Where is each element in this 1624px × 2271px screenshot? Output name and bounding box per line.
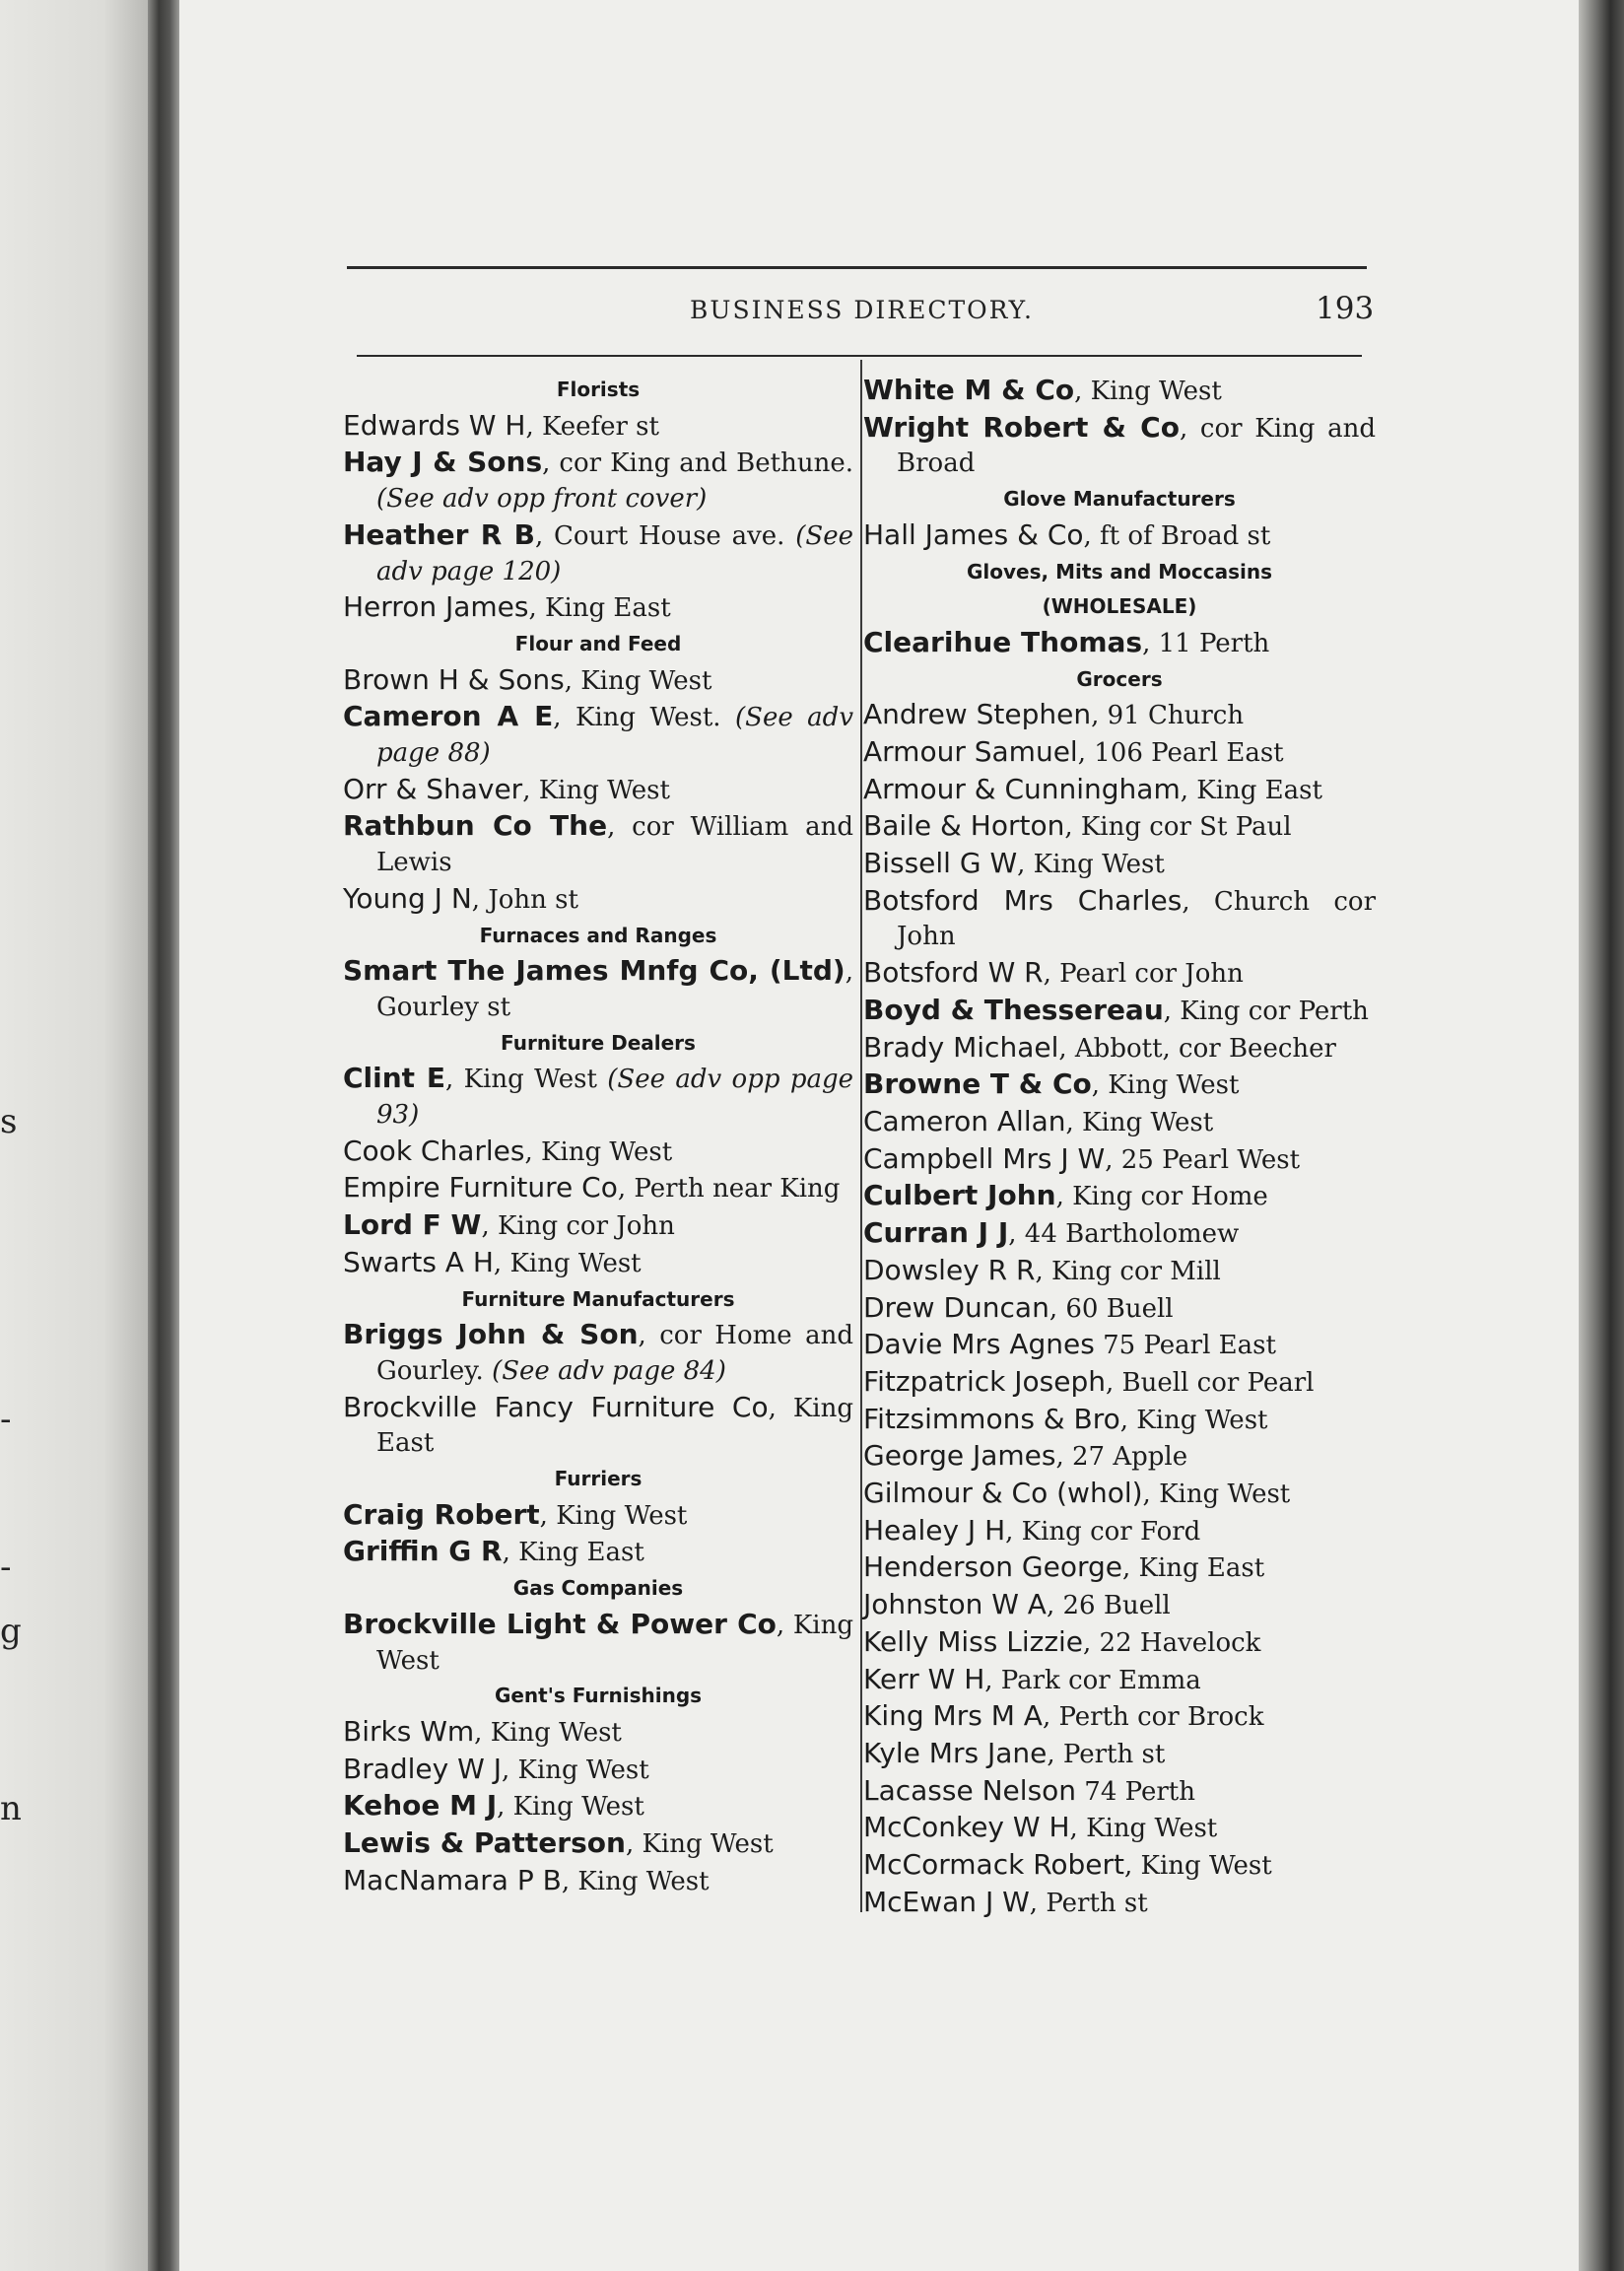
business-name: Campbell Mrs J W [863,1141,1106,1175]
section-heading-gloves-mits-and-moccasins: Gloves, Mits and Moccasins [966,559,1273,584]
business-address: , 44 Bartholomew [1008,1219,1240,1250]
directory-entry [863,955,1376,993]
directory-entry [863,1253,1376,1290]
business-name: Andrew Stephen [863,698,1092,731]
section-heading-furriers: Furriers [554,1467,643,1491]
business-name: Orr & Shaver [343,772,523,805]
directory-entry [863,772,1376,809]
directory-entry [863,993,1376,1030]
business-address: , 25 Pearl West [1105,1144,1301,1175]
business-address: , Abbott, cor Beecher [1058,1033,1336,1064]
business-name: Griffin G R [343,1535,503,1568]
business-name: Wright Robert & Co [863,410,1180,444]
business-name: Rathbun Co The [343,809,608,843]
business-name: Kehoe M J [343,1789,498,1823]
business-name: Swarts A H [343,1245,494,1278]
margin-mark: s [0,1102,18,1141]
running-head: BUSINESS DIRECTORY. [690,296,1034,324]
business-name: Smart The James Mnfg Co, (Ltd) [343,954,846,988]
business-name: Fitzsimmons & Bro [863,1402,1120,1435]
directory-entry [863,1885,1376,1922]
directory-entry [863,410,1376,482]
business-address: , King West [1069,1814,1218,1844]
business-address: , King West [497,1792,644,1823]
business-address: , King East [528,593,671,624]
business-name: Brockville Fancy Furniture Co [343,1390,769,1423]
directory-entry [343,662,853,700]
business-name: MacNamara P B [343,1863,562,1896]
business-address: , Pearl cor John [1043,959,1244,990]
directory-entry [343,517,853,589]
business-address: , Park cor Emma [984,1665,1201,1695]
header-rule-bottom [357,355,1362,357]
business-name: Cook Charles [343,1134,525,1167]
business-name: White M & Co [863,374,1075,406]
directory-entry [343,1788,853,1825]
business-address: , King cor Perth [1163,996,1369,1026]
directory-entry [863,1847,1376,1885]
business-name: King Mrs M A [863,1699,1043,1733]
directory-entry [343,1825,853,1863]
business-address: , Perth cor Brock [1042,1702,1264,1733]
business-name: Culbert John [863,1179,1056,1212]
directory-entry [863,1773,1376,1811]
directory-entry [863,1215,1376,1253]
business-name: Cameron Allan [863,1105,1066,1137]
business-address: , King West [1065,1108,1214,1137]
business-address: , King West [1119,1405,1268,1435]
page-number: 193 [1316,291,1375,326]
business-name: Lord F W [343,1208,482,1242]
business-name: Fitzpatrick Joseph [863,1364,1106,1398]
business-name: Davie Mrs Agnes [863,1328,1095,1361]
business-address: , Keefer st [525,411,659,442]
margin-mark: g [0,1612,22,1651]
business-name: Brown H & Sons [343,662,565,696]
directory-entry [863,1698,1376,1736]
section-heading-glove-manufacturers: Glove Manufacturers [1003,487,1236,512]
business-address: , King East [1121,1553,1265,1584]
business-name: Herron James [343,590,529,624]
business-address: , King West. [553,703,721,733]
business-address: , 26 Buell [1046,1591,1171,1621]
business-address: , King West [493,1248,642,1278]
section-heading-flour-and-feed: Flour and Feed [514,631,682,655]
business-name: Lacasse Nelson [863,1773,1077,1807]
directory-entry [863,1141,1376,1179]
header-rule-top [347,266,1367,269]
business-name: Dowsley R R [863,1253,1036,1286]
business-address: , King West [561,1866,710,1896]
directory-entry [343,1714,853,1752]
business-name: Boyd & Thessereau [863,993,1164,1026]
section-heading-gent-s-furnishings: Gent's Furnishings [494,1684,703,1708]
business-name: Botsford Mrs Charles [863,883,1183,917]
directory-entry [863,1327,1376,1364]
directory-entry [343,1207,853,1245]
business-address: , King West [625,1829,774,1859]
directory-entry [343,1752,853,1789]
directory-entry [343,699,853,771]
directory-entry [863,1662,1376,1699]
business-name: Hall James & Co [863,517,1084,551]
directory-entry [863,625,1376,662]
business-address: , King cor Home [1055,1182,1268,1212]
directory-entry [343,1317,853,1389]
business-address: , King cor St Paul [1064,812,1292,843]
business-name: Clint E [343,1062,446,1095]
business-address: , King West [1142,1480,1291,1510]
business-address: , Court House ave. [534,520,785,551]
advert-note: (See adv page 84) [492,1355,726,1386]
directory-entry [863,1624,1376,1662]
business-name: Armour & Cunningham [863,772,1181,805]
business-address: , Perth st [1029,1888,1148,1918]
directory-entry [343,408,853,446]
section-heading-wholesale: (WHOLESALE) [1042,594,1197,619]
business-address: , King West [1017,850,1165,880]
directory-entry [343,881,853,919]
directory-entry [343,1863,853,1900]
directory-entry [863,808,1376,846]
section-heading-gas-companies: Gas Companies [512,1576,684,1601]
page-edge [1579,0,1624,2271]
column-divider [860,360,862,1912]
business-name: Armour Samuel [863,734,1078,768]
business-address: , King cor Ford [1005,1516,1201,1547]
directory-entry [863,1402,1376,1439]
advert-note: (See adv page 120) [376,520,853,586]
business-address: , King West [1124,1851,1272,1882]
directory-entry [863,1364,1376,1402]
business-name: Bradley W J [343,1752,502,1785]
business-name: Clearihue Thomas [863,625,1143,658]
directory-entry [863,1030,1376,1067]
business-name: Brady Michael [863,1030,1059,1064]
business-address: , ft of Broad st [1083,520,1271,551]
business-address: , cor William and Lewis [376,812,853,878]
advert-note: (See adv page 88) [376,703,854,768]
business-address: , Perth near King [617,1174,841,1204]
business-address: , 106 Pearl East [1077,737,1284,768]
business-address: , 11 Perth [1142,628,1270,658]
directory-entry [343,808,853,880]
directory-entry [343,1134,853,1171]
business-name: Drew Duncan [863,1290,1049,1324]
directory-entry [863,1549,1376,1587]
directory-entry [863,883,1376,955]
directory-entry [863,517,1376,555]
business-address: , King West [524,1136,673,1167]
business-name: Baile & Horton [863,809,1065,843]
business-address: 75 Pearl East [1094,1331,1276,1361]
section-heading-furniture-manufacturers: Furniture Manufacturers [461,1286,735,1311]
directory-entry [863,1736,1376,1773]
directory-entry [863,1290,1376,1328]
business-address: , King West [522,775,670,805]
business-name: McEwan J W [863,1885,1030,1918]
business-address: , King cor Mill [1035,1256,1221,1286]
business-address: , cor King and Broad [897,413,1376,479]
advert-note: (See adv opp front cover) [376,484,708,515]
business-name: Kyle Mrs Jane [863,1736,1048,1769]
business-name: Kelly Miss Lizzie [863,1624,1084,1658]
directory-entry [863,1438,1376,1476]
business-address: , King West [501,1755,649,1785]
business-name: Gilmour & Co (whol) [863,1477,1143,1510]
margin-mark: - [0,1400,12,1439]
business-name: Kerr W H [863,1662,985,1695]
business-name: Empire Furniture Co [343,1171,618,1204]
margin-mark: n [0,1789,22,1828]
business-name: Healey J H [863,1513,1006,1547]
business-name: Briggs John & Son [343,1318,639,1351]
business-address: , King East [376,1393,853,1459]
section-heading-florists: Florists [556,378,641,401]
business-address: , cor Home and Gourley. [376,1321,853,1386]
business-name: Heather R B [343,517,535,551]
business-address: , Buell cor Pearl [1105,1367,1315,1398]
directory-entry [863,1810,1376,1847]
business-name: Young J N [343,881,472,915]
directory-entry [863,1513,1376,1550]
business-address: , Church cor John [897,886,1376,952]
section-heading-furnaces-and-ranges: Furnaces and Ranges [479,923,717,947]
business-address: , 60 Buell [1049,1293,1174,1324]
directory-entry [343,772,853,809]
business-address: , King cor John [481,1211,675,1242]
directory-entry [343,1607,853,1679]
business-name: Craig Robert [343,1497,540,1531]
advert-note: (See adv opp page 93) [376,1065,854,1130]
business-name: Birks Wm [343,1714,475,1748]
business-name: Henderson George [863,1550,1122,1584]
directory-entry [863,373,1376,410]
business-address: , King West [376,1610,853,1676]
directory-entry [343,953,853,1025]
business-name: Bissell G W [863,847,1018,880]
business-address: , King West [474,1717,622,1748]
business-address: , 27 Apple [1055,1442,1188,1473]
directory-entry [863,1104,1376,1141]
business-name: Johnston W A [863,1588,1047,1621]
business-address: , cor King and Bethune. [542,448,853,479]
business-name: McCormack Robert [863,1848,1125,1882]
directory-entry [863,1067,1376,1104]
business-address: , Gourley st [376,957,853,1022]
book-spine [148,0,179,2271]
directory-entry [343,1245,853,1282]
directory-entry [863,1178,1376,1215]
business-name: Edwards W H [343,408,526,442]
business-address: , King West [445,1065,597,1095]
business-address: , King West [564,665,712,696]
business-name: Curran J J [863,1216,1009,1250]
directory-entry [343,589,853,627]
section-heading-furniture-dealers: Furniture Dealers [501,1030,696,1055]
business-name: Browne T & Co [863,1067,1092,1101]
business-address: , Perth st [1047,1739,1166,1769]
business-address: , King East [502,1538,644,1568]
business-address: , King West [1074,377,1222,406]
facing-page-edge [0,0,148,2271]
right-column [863,373,1376,1921]
directory-entry [343,1534,853,1571]
directory-entry [863,697,1376,734]
directory-entry [863,734,1376,772]
business-address: 74 Perth [1076,1776,1195,1807]
directory-entry [863,1476,1376,1513]
section-heading-grocers: Grocers [1076,666,1163,691]
directory-entry [863,846,1376,883]
business-address: , 22 Havelock [1083,1627,1261,1658]
directory-entry [343,1061,853,1133]
business-address: , King West [1091,1070,1240,1101]
directory-entry [863,1587,1376,1624]
business-address: , 91 Church [1091,701,1245,731]
left-column [343,373,853,1899]
business-name: George James [863,1439,1056,1473]
directory-entry [343,1170,853,1207]
business-name: Lewis & Patterson [343,1826,626,1859]
business-name: Hay J & Sons [343,446,543,479]
business-name: Brockville Light & Power Co [343,1607,777,1640]
directory-entry [343,445,853,516]
directory-entry [343,1390,853,1462]
business-name: McConkey W H [863,1811,1070,1844]
business-address: , King East [1180,775,1322,805]
business-address: , King West [539,1500,688,1531]
business-address: , John st [471,884,578,915]
margin-mark: - [0,1548,12,1587]
business-name: Botsford W R [863,956,1044,990]
business-name: Cameron A E [343,700,554,733]
directory-entry [343,1497,853,1535]
